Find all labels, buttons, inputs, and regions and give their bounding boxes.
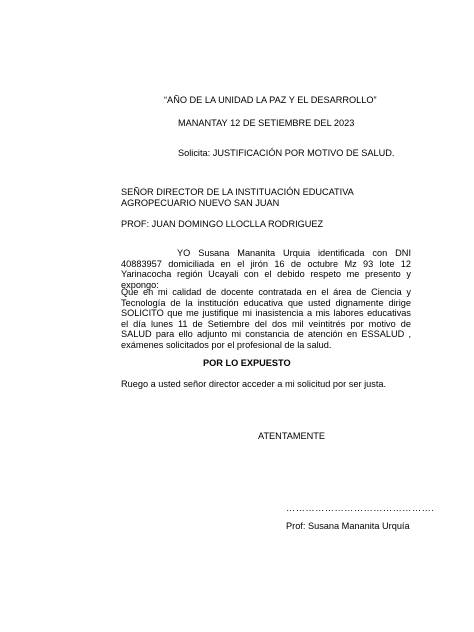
body-paragraph: Que en mi calidad de docente contratada en el área de Ciencia y Tecnología de la institución educativa que usted dignamente dirige SOLICITO que me justifique mi inasistencia a mis labores educativas el día lunes 11 de Setiembre del dos mil veintitrés por motivo de SALUD para ello adjunto mi constancia de atención en ESSALUD , exámenes solicitados por el profesional de la salud. bbox=[121, 287, 411, 350]
recipient-line-2: AGROPECUARIO NUEVO SAN JUAN bbox=[121, 198, 280, 208]
request-line: Ruego a usted señor director acceder a mi solicitud por ser justa. bbox=[121, 379, 387, 389]
signature-line: ………………………………………. bbox=[286, 503, 435, 513]
closing-atentamente: ATENTAMENTE bbox=[258, 431, 326, 441]
recipient-line-1: SEÑOR DIRECTOR DE LA INSTITUACIÓN EDUCATIVA bbox=[121, 187, 354, 197]
letter-motto: “AÑO DE LA UNIDAD LA PAZ Y EL DESARROLLO” bbox=[164, 95, 377, 105]
heading-por-lo-expuesto: POR LO EXPUESTO bbox=[203, 358, 291, 368]
letter-subject: Solicita: JUSTIFICACIÓN POR MOTIVO DE SALUD. bbox=[178, 148, 395, 158]
recipient-prof: PROF: JUAN DOMINGO LLOCLLA RODRIGUEZ bbox=[121, 219, 324, 229]
signer-name: Prof: Susana Mananita Urquía bbox=[286, 521, 410, 531]
letter-date: MANANTAY 12 DE SETIEMBRE DEL 2023 bbox=[178, 118, 355, 128]
intro-paragraph: YO Susana Mananita Urquia identificada con DNI 40883957 domiciliada en el jirón 16 de octubre Mz 93 lote 12 Yarinacocha región Ucayali con el debido respeto me presento y expongo: bbox=[121, 248, 411, 290]
